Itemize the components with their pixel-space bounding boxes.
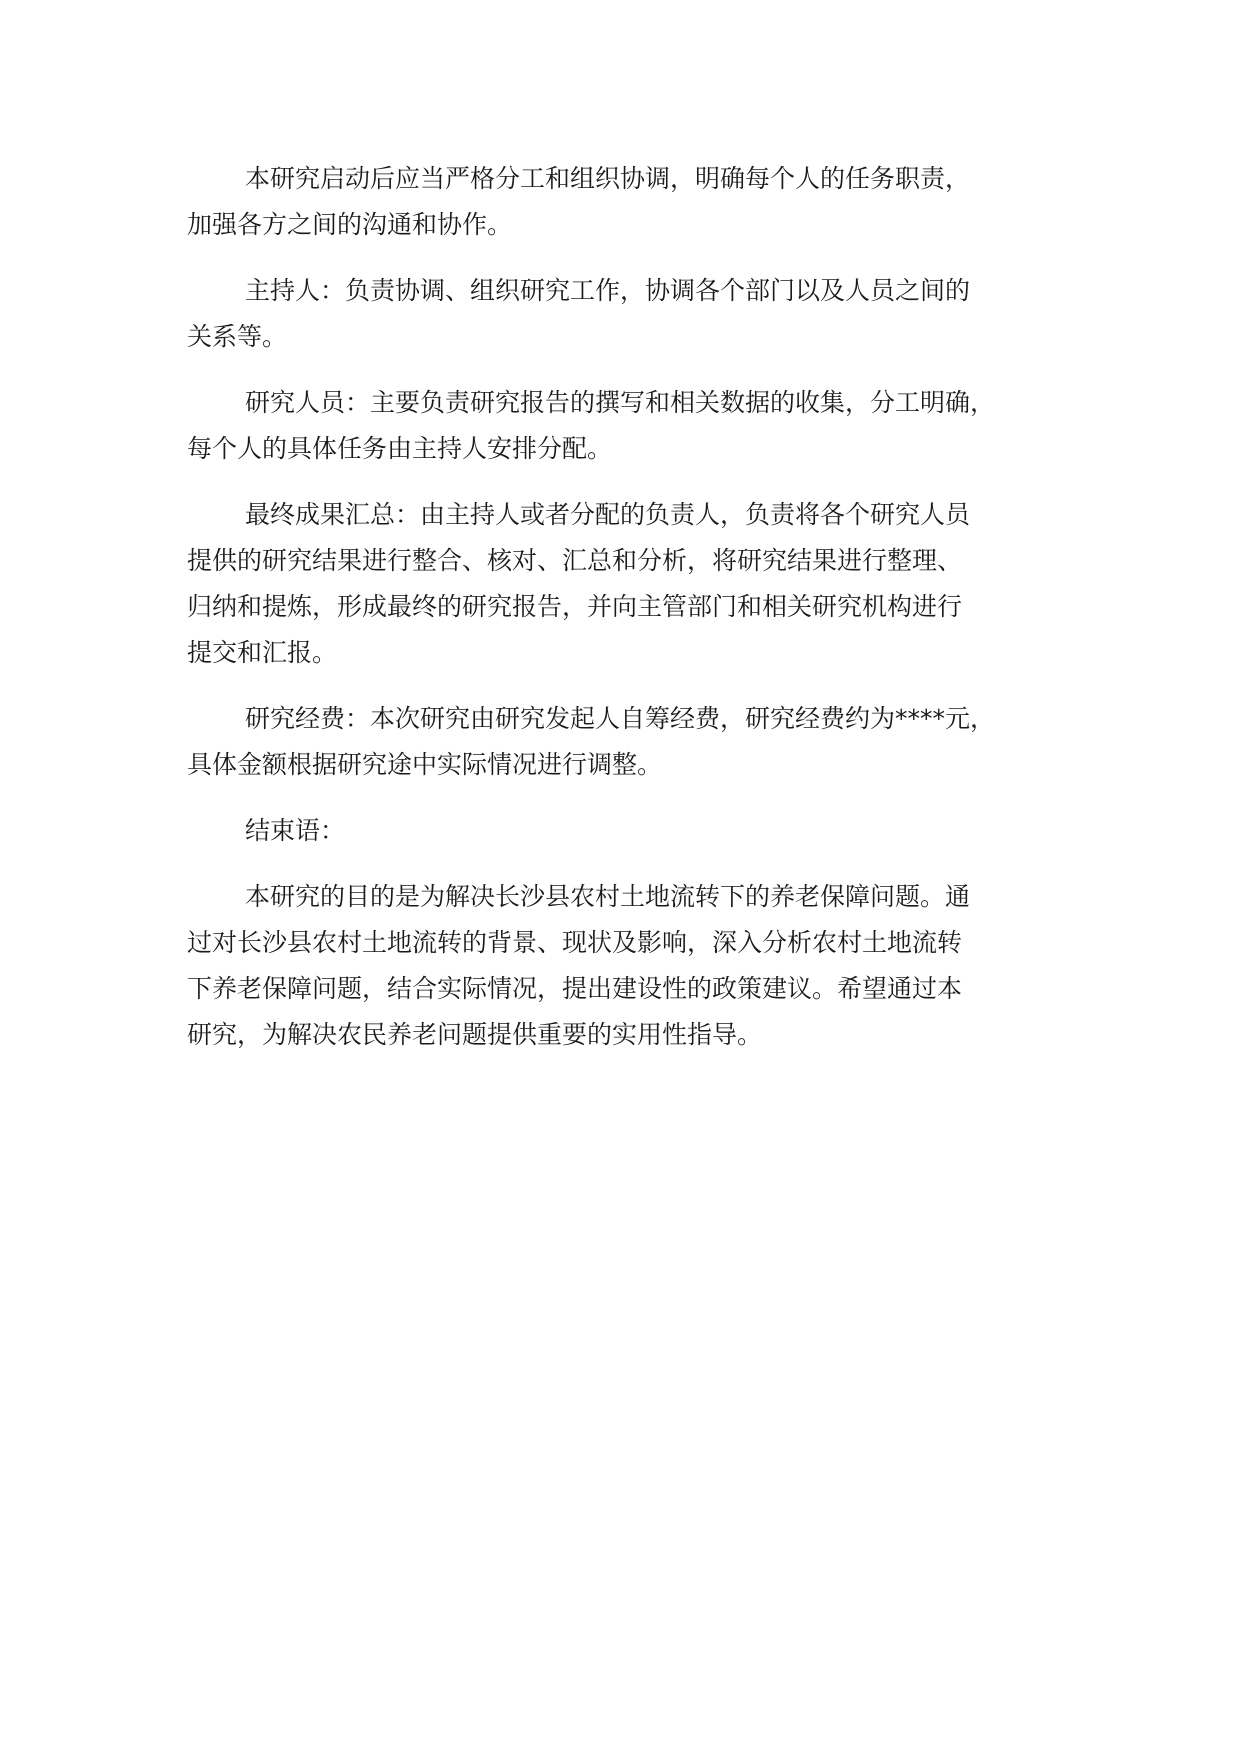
paragraph-line: 每个人的具体任务由主持人安排分配。 <box>187 434 613 463</box>
paragraph-line: 结束语： <box>245 816 346 845</box>
paragraph-conclusion <box>187 874 1087 1058</box>
paragraph-funding <box>187 696 1087 788</box>
paragraph-line: 研究经费：本次研究由研究发起人自筹经费，研究经费约为****元， <box>245 704 996 733</box>
document-body <box>187 156 1087 1078</box>
paragraph-line: 下养老保障问题，结合实际情况，提出建设性的政策建议。希望通过本 <box>187 974 963 1003</box>
paragraph-line: 本研究的目的是为解决长沙县农村土地流转下的养老保障问题。通 <box>245 882 971 911</box>
paragraph-line: 归纳和提炼，形成最终的研究报告，并向主管部门和相关研究机构进行 <box>187 592 963 621</box>
paragraph-line: 本研究启动后应当严格分工和组织协调，明确每个人的任务职责， <box>245 164 971 193</box>
paragraph-final-summary <box>187 492 1087 676</box>
paragraph-line: 关系等。 <box>187 322 288 351</box>
paragraph-line: 提交和汇报。 <box>187 638 338 667</box>
paragraph-researchers <box>187 380 1087 472</box>
paragraph-line: 最终成果汇总：由主持人或者分配的负责人，负责将各个研究人员 <box>245 500 971 529</box>
paragraph-line: 具体金额根据研究途中实际情况进行调整。 <box>187 750 663 779</box>
paragraph-line: 提供的研究结果进行整合、核对、汇总和分析，将研究结果进行整理、 <box>187 546 963 575</box>
paragraph-host <box>187 268 1087 360</box>
paragraph-line: 研究人员：主要负责研究报告的撰写和相关数据的收集，分工明确， <box>245 388 996 417</box>
paragraph-line: 过对长沙县农村土地流转的背景、现状及影响，深入分析农村土地流转 <box>187 928 963 957</box>
paragraph-conclusion-heading <box>187 808 1087 854</box>
paragraph-division-of-labor <box>187 156 1087 248</box>
paragraph-line: 研究，为解决农民养老问题提供重要的实用性指导。 <box>187 1020 763 1049</box>
paragraph-line: 加强各方之间的沟通和协作。 <box>187 210 513 239</box>
paragraph-line: 主持人：负责协调、组织研究工作，协调各个部门以及人员之间的 <box>245 276 971 305</box>
